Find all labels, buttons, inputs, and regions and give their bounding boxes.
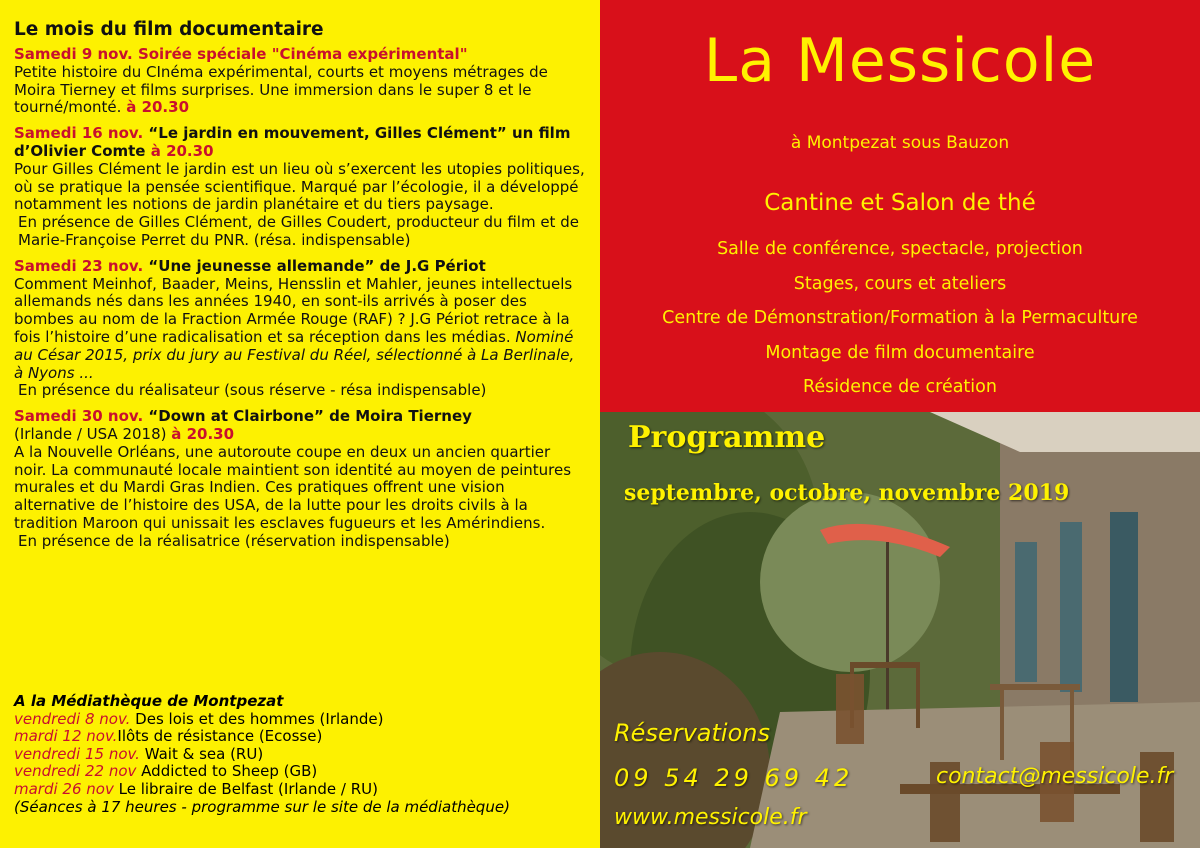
list-item: vendredi 15 nov. Wait & sea (RU) [14,744,264,763]
event-3-body: Comment Meinhof, Baader, Meins, Hensslin et Mahler, jeunes intellectuels allemands nés dans les années 1940, en sont-ils arrivés à poser des bombes au nom de la Fraction Armée Rouge (RAF) ? J.G Périot retrace à la fois l’histoire d’une radicalisation et sa réception dans les médias. Nominé au César 2015, prix du jury au Festival du Réel, sélectionné à La Berlinale, à Nyons ... [14,274,575,382]
event-3-awards: Nominé au César 2015, prix du jury au Festival du Réel, sélectionné à La Berlinale, à Nyons ... [14,327,575,382]
list-item: vendredi 8 nov. Des lois et des hommes (Irlande) [14,709,384,728]
event-4-time: à 20.30 [171,424,235,443]
event-3-header: Samedi 23 nov. “Une jeunesse allemande” de J.G Périot [14,256,486,275]
mediatheque-title: A la Médiathèque de Montpezat [14,692,284,710]
event-2-note: En présence de Gilles Clément, de Gilles Coudert, producteur du film et de Marie-Françoise Perret du PNR. (résa. indispensable) [18,213,579,249]
location-text: à Montpezat sous Bauzon [790,133,1010,153]
cantine-heading: Cantine et Salon de thé [764,190,1036,216]
programme-period: septembre, octobre, novembre 2019 [624,480,1070,506]
event-1-header: Samedi 9 nov. Soirée spéciale "Cinéma expérimental" [14,45,468,63]
email-link[interactable]: contact@messicole.fr [936,764,1174,789]
page-title: Le mois du film documentaire [14,19,324,40]
brand-panel [600,0,1200,412]
list-item: vendredi 22 nov Addicted to Sheep (GB) [14,762,318,781]
event-4-sub: (Irlande / USA 2018) à 20.30 [14,424,235,443]
service-item: Salle de conférence, spectacle, projection [717,239,1083,259]
website-link[interactable]: www.messicole.fr [614,805,807,830]
event-3 [14,258,586,400]
event-4-body: A la Nouvelle Orléans, une autoroute coupe en deux un ancien quartier noir. La communauté locale maintient son identité au moyen de peintures murales et du Mardi Gras Indien. Ces pratiques offrent une vision alternative de l’histoire des USA, de la lutte pour les droits civils à la tradition Maroon qui unissait les esclaves fugueurs et les Amérindiens. [14,442,572,532]
service-item: Stages, cours et ateliers [793,273,1007,294]
phone-number[interactable]: 09 54 29 69 42 [614,764,854,792]
photo-panel [600,412,1200,848]
brand-title: La Messicole [703,26,1097,96]
event-1-body: Petite histoire du CInéma expérimental, courts et moyens métrages de Moira Tierney et films surprises. Une immersion dans le super 8 et le tourné/monté. à 20.30 [14,62,548,117]
event-4-note: En présence de la réalisatrice (réservation indispensable) [18,531,450,550]
mediatheque-section [14,693,594,816]
list-item: mardi 12 nov.Ilôts de résistance (Ecosse) [14,727,323,746]
event-3-note: En présence du réalisateur (sous réserve - résa indispensable) [18,381,487,400]
event-4 [14,408,586,550]
event-4-header: Samedi 30 nov. “Down at Clairbone” de Moira Tierney [14,407,472,426]
event-1 [14,46,586,117]
reservations-label: Réservations [614,719,770,747]
event-1-time: à 20.30 [126,98,190,117]
mediatheque-note: (Séances à 17 heures - programme sur le site de la médiathèque) [14,797,510,816]
services-list [600,232,1200,405]
list-item: mardi 26 nov Le libraire de Belfast (Irlande / RU) [14,779,378,798]
event-2-header: Samedi 16 nov. “Le jardin en mouvement, Gilles Clément” un film d’Olivier Comte à 20.30 [14,124,571,160]
event-2-body: Pour Gilles Clément le jardin est un lieu où s’exercent les utopies politiques, où se pratique la pensée scientifique. Marqué par l’écologie, il a développé notamment les notions de jardin planétaire et du tiers paysage. [14,159,585,214]
service-item: Centre de Démonstration/Formation à la Permaculture [662,308,1138,328]
service-item: Résidence de création [803,377,997,397]
programme-heading: Programme [628,420,826,455]
service-item: Montage de film documentaire [765,342,1035,363]
event-2-time: à 20.30 [150,141,214,160]
event-2 [14,125,586,250]
